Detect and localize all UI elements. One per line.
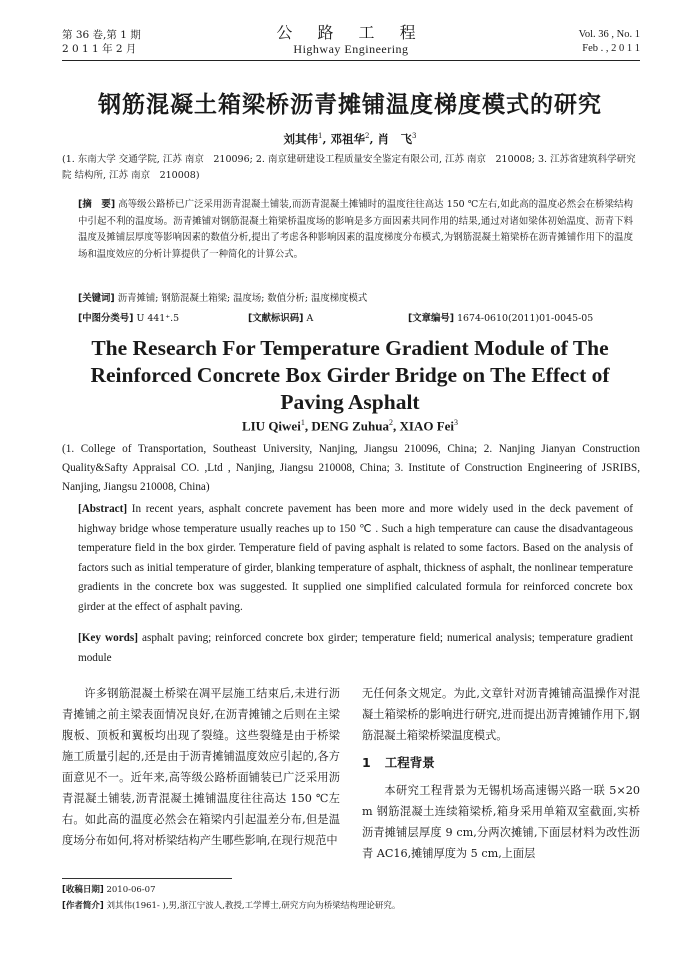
author-sup: 1: [318, 132, 323, 141]
affiliation-en: (1. College of Transportation, Southeast University, Nanjing, Jiangsu 210096, China; 2. Nanjing Jianyan Construction Quality&Safty Appraisal CO. ,Ltd , Nanjing, Jiangsu 210008, China; 3. Institute of Construction Engineering of JSRIBS, Nanjing, Jiangsu 210008, China): [62, 443, 640, 493]
volume-en: Vol. 36 , No. 1: [578, 29, 640, 40]
section-number: 1: [362, 755, 371, 770]
volume-cn: 第 36 卷,第 1 期: [62, 29, 141, 41]
body-column-left: [62, 683, 340, 851]
header-right: [579, 28, 640, 56]
footnote-rule: [62, 878, 232, 879]
body-paragraph: 许多钢筋混凝土桥梁在凋平层施工结束后,未进行沥青摊铺之前主梁表面情况良好,在沥青摊铺之后则在主梁腹板、顶板和翼板均出现了裂缝。这些裂缝是由于桥梁施工质量引起的,还是由于沥青摊铺温度效应引起的,各方面意见不一。近年来,高等级公路桥面铺装已广泛采用沥青混凝土铺装,沥青混凝土摊铺温度往往高达 150 ℃左右。如此高的温度必然会在箱梁内引起温差分布,但是温度场分布如何,将对桥梁结构产生哪些影响,在现行规范中: [62, 687, 340, 847]
document-code: [文献标识码] A: [248, 313, 314, 324]
author-name: DENG Zuhua: [311, 418, 389, 434]
date-cn: 2 0 1 1 年 2 月: [62, 43, 137, 55]
author-name: XIAO Fei: [399, 418, 455, 434]
paper-title-en: [0, 335, 700, 416]
body-paragraph: 本研究工程背景为无锡机场高速锡兴路一联 5×20 m 钢筋混凝土连续箱梁桥,箱身采用单箱双室截面,实桥沥青摊铺层厚度 9 cm,分两次摊铺,下面层材料为改性沥青 AC16,摊铺厚度为 5 cm,上面层: [362, 784, 640, 860]
footnote-received: [62, 883, 640, 897]
abstract-label-en: [Abstract]: [78, 503, 128, 515]
title-en-line: Reinforced Concrete Box Girder Bridge on The Effect of: [90, 363, 610, 387]
author-name: 肖 飞: [377, 132, 412, 146]
clc-number: [中图分类号] U 441⁺.5: [78, 313, 180, 324]
keywords-text-cn: 沥青摊铺; 钢筋混凝土箱梁; 温度场; 数值分析; 温度梯度模式: [117, 293, 368, 304]
abstract-label-cn: [摘 要]: [78, 199, 116, 210]
author-sup: 3: [454, 418, 459, 427]
author-list-cn: 刘其伟$^1$, 邓祖华$^2$, 肖 飞$^3$: [283, 132, 417, 146]
journal-name-cn: 公 路 工 程: [276, 23, 426, 42]
author-name: 邓祖华: [330, 132, 366, 146]
author-name: 刘其伟: [283, 132, 319, 146]
body-paragraph: 无任何条文规定。为此,文章针对沥青摊铺高温操作对混凝土箱梁桥的影响进行研究,进而提出沥青摊铺作用下,钢筋混凝土箱梁桥梁温度模式。: [362, 687, 640, 742]
author-bio-text: 刘其伟(1961- ),男,浙江宁波人,教授,工学博士,研究方向为桥梁结构理论研究。: [106, 901, 401, 911]
keywords-label-cn: [关键词]: [78, 293, 115, 304]
received-date: 2010-06-07: [106, 885, 156, 895]
abstract-text-cn: 高等级公路桥已广泛采用沥青混凝土铺装,而沥青混凝土摊铺时的温度往往高达 150 ℃左右,如此高的温度必然会在桥梁结构中引起不利的温度场。沥青摊铺对钢筋混凝土箱梁桥温度场的影响是多方面因素共同作用的结果,通过对诸如梁体初始温度、沥青下料温度及摊铺层厚度等影响因素的数值分析,提出了考虑各种影响因素的温度梯度分布模式,为钢筋混凝土箱梁桥在沥青摊铺作用下的温度场和温度效应的分析计算提供了一种简化的计算公式。: [78, 199, 633, 260]
body-column-right: [362, 683, 640, 864]
abstract-en: [78, 500, 633, 617]
keywords-label-en: [Key words]: [78, 632, 138, 644]
author-list-en: LIU Qiwei$^1$, DENG Zuhua$^2$, XIAO Fei$^3$: [241, 418, 459, 434]
author-sup: 3: [412, 132, 417, 141]
keywords-cn: [78, 290, 633, 304]
section-title: 工程背景: [384, 755, 435, 770]
footnote-author-bio: [62, 899, 640, 913]
author-sup: 2: [365, 132, 370, 141]
keywords-en: [78, 629, 633, 668]
author-bio-label: [作者简介]: [62, 901, 104, 911]
title-en-line: The Research For Temperature Gradient Module of The: [91, 336, 609, 360]
journal-name-en: Highway Engineering: [293, 42, 409, 56]
running-header: [62, 22, 640, 61]
keywords-text-en: asphalt paving; reinforced concrete box girder; temperature field; numerical analysis; temperature gradient module: [78, 632, 633, 664]
journal-name: [62, 24, 640, 57]
author-sup: 1: [300, 418, 305, 427]
title-en-line: Paving Asphalt: [280, 390, 420, 414]
abstract-text-en: In recent years, asphalt concrete pavement has been more and more widely used in the deck pavement of highway bridge whose temperature usually reaches up to 150 ℃ . Such a high temperature can cause the disadvantageous temperature field in the box girder. Temperature field of paving asphalt is related to some factors. Based on the analysis of factors such as initial temperature of girder, blanking temperature of asphalt, thickness of asphalt, the nonlinear temperature gradients in the concrete box was suggested. It supplied one simplified calculated formula for reinforced concrete box girder at the effect of asphalt paving.: [78, 503, 634, 613]
affiliation-cn: (1. 东南大学 交通学院, 江苏 南京 210096; 2. 南京建研建设工程质量安全鉴定有限公司, 江苏 南京 210008; 3. 江苏省建筑科学研究院 结构所, 江苏 南京 210008): [62, 154, 636, 181]
author-sup: 2: [389, 418, 393, 427]
section-heading: [362, 752, 640, 774]
article-number: [文章编号] 1674-0610(2011)01-0045-05: [408, 313, 594, 324]
date-en: Feb . , 2 0 1 1: [582, 43, 640, 54]
received-label: [收稿日期]: [62, 885, 104, 895]
paper-title-cn: 钢筋混凝土箱梁桥沥青摊铺温度梯度模式的研究: [98, 92, 602, 118]
abstract-cn: [78, 197, 633, 263]
author-name: LIU Qiwei: [241, 418, 301, 434]
